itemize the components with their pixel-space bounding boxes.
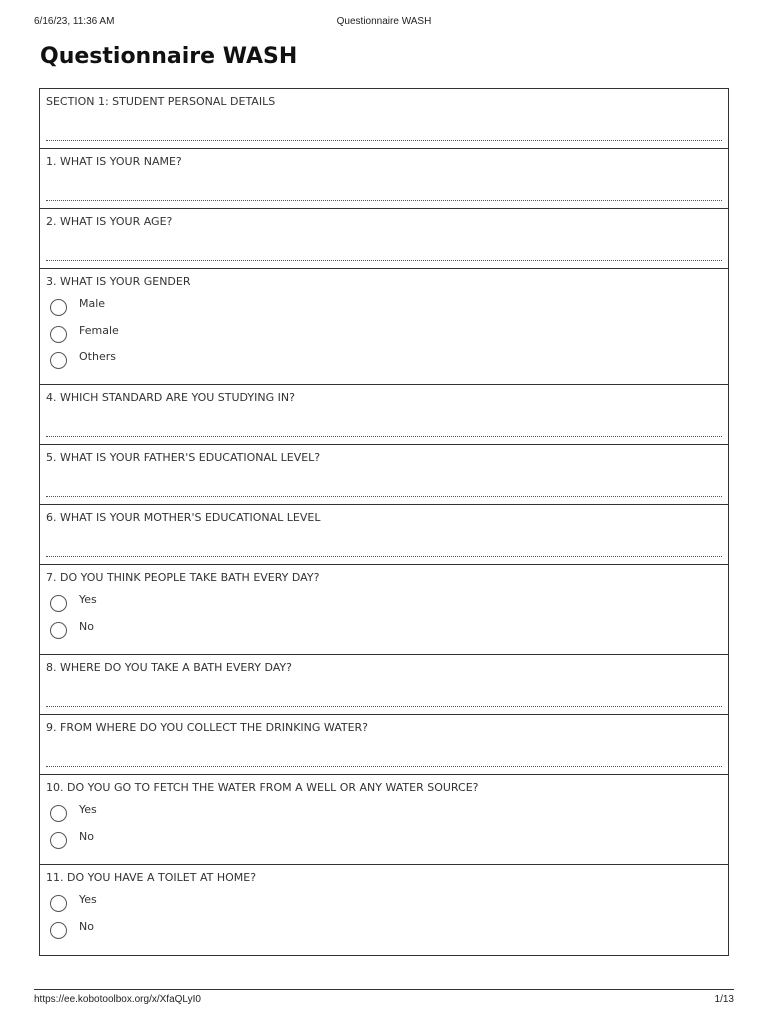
option-label: Yes	[79, 593, 97, 606]
page-title: Questionnaire WASH	[40, 44, 298, 69]
option-label: Male	[79, 297, 106, 310]
question-toilet-at-home	[40, 865, 728, 955]
radio-button-icon[interactable]	[50, 352, 67, 369]
print-date: 6/16/23, 11:36 AM	[34, 16, 115, 27]
radio-button-icon[interactable]	[50, 326, 67, 343]
standard-answer-field[interactable]	[46, 436, 722, 437]
radio-button-icon[interactable]	[50, 805, 67, 822]
question-label: 5. WHAT IS YOUR FATHER'S EDUCATIONAL LEVEL?	[46, 451, 321, 464]
print-document-title: Questionnaire WASH	[336, 16, 432, 27]
mother-education-answer-field[interactable]	[46, 556, 722, 557]
question-father-education	[40, 445, 728, 505]
drinking-water-answer-field[interactable]	[46, 766, 722, 767]
radio-button-icon[interactable]	[50, 299, 67, 316]
radio-button-icon[interactable]	[50, 622, 67, 639]
question-label: 3. WHAT IS YOUR GENDER	[46, 275, 191, 288]
radio-button-icon[interactable]	[50, 922, 67, 939]
father-education-answer-field[interactable]	[46, 496, 722, 497]
question-standard	[40, 385, 728, 445]
radio-button-icon[interactable]	[50, 895, 67, 912]
name-answer-field[interactable]	[46, 200, 722, 201]
option-label: Yes	[79, 803, 97, 816]
option-label: No	[79, 919, 94, 933]
radio-button-icon[interactable]	[50, 832, 67, 849]
option-label: Female	[79, 323, 119, 337]
question-bath-every-day	[40, 565, 728, 655]
question-label: 6. WHAT IS YOUR MOTHER'S EDUCATIONAL LEVEL	[46, 511, 321, 524]
question-label: 8. WHERE DO YOU TAKE A BATH EVERY DAY?	[46, 661, 292, 674]
print-header	[34, 16, 734, 30]
footer-url-link[interactable]: https://ee.kobotoolbox.org/x/XfaQLyI0	[34, 994, 201, 1005]
page-number: 1/13	[714, 994, 734, 1005]
question-fetch-water	[40, 775, 728, 865]
option-label: No	[79, 829, 94, 843]
section-label: SECTION 1: STUDENT PERSONAL DETAILS	[46, 95, 276, 108]
option-label: Yes	[79, 893, 97, 906]
footer-divider	[34, 989, 734, 990]
section-header	[40, 89, 728, 149]
question-mother-education	[40, 505, 728, 565]
question-label: 11. DO YOU HAVE A TOILET AT HOME?	[46, 871, 257, 884]
question-age	[40, 209, 728, 269]
question-label: 7. DO YOU THINK PEOPLE TAKE BATH EVERY DAY?	[46, 571, 320, 584]
option-label: Others	[79, 350, 116, 363]
section-answer-line[interactable]	[46, 140, 722, 141]
questionnaire-form	[39, 88, 729, 956]
question-drinking-water	[40, 715, 728, 775]
question-label: 10. DO YOU GO TO FETCH THE WATER FROM A WELL OR ANY WATER SOURCE?	[46, 781, 479, 794]
question-name	[40, 149, 728, 209]
question-bath-location	[40, 655, 728, 715]
question-label: 4. WHICH STANDARD ARE YOU STUDYING IN?	[46, 391, 295, 404]
bath-location-answer-field[interactable]	[46, 706, 722, 707]
option-label: No	[79, 619, 94, 633]
question-label: 1. WHAT IS YOUR NAME?	[46, 155, 182, 168]
age-answer-field[interactable]	[46, 260, 722, 261]
question-label: 2. WHAT IS YOUR AGE?	[46, 215, 173, 228]
print-footer	[34, 994, 734, 1008]
radio-button-icon[interactable]	[50, 595, 67, 612]
question-label: 9. FROM WHERE DO YOU COLLECT THE DRINKING WATER?	[46, 721, 369, 734]
question-gender	[40, 269, 728, 385]
